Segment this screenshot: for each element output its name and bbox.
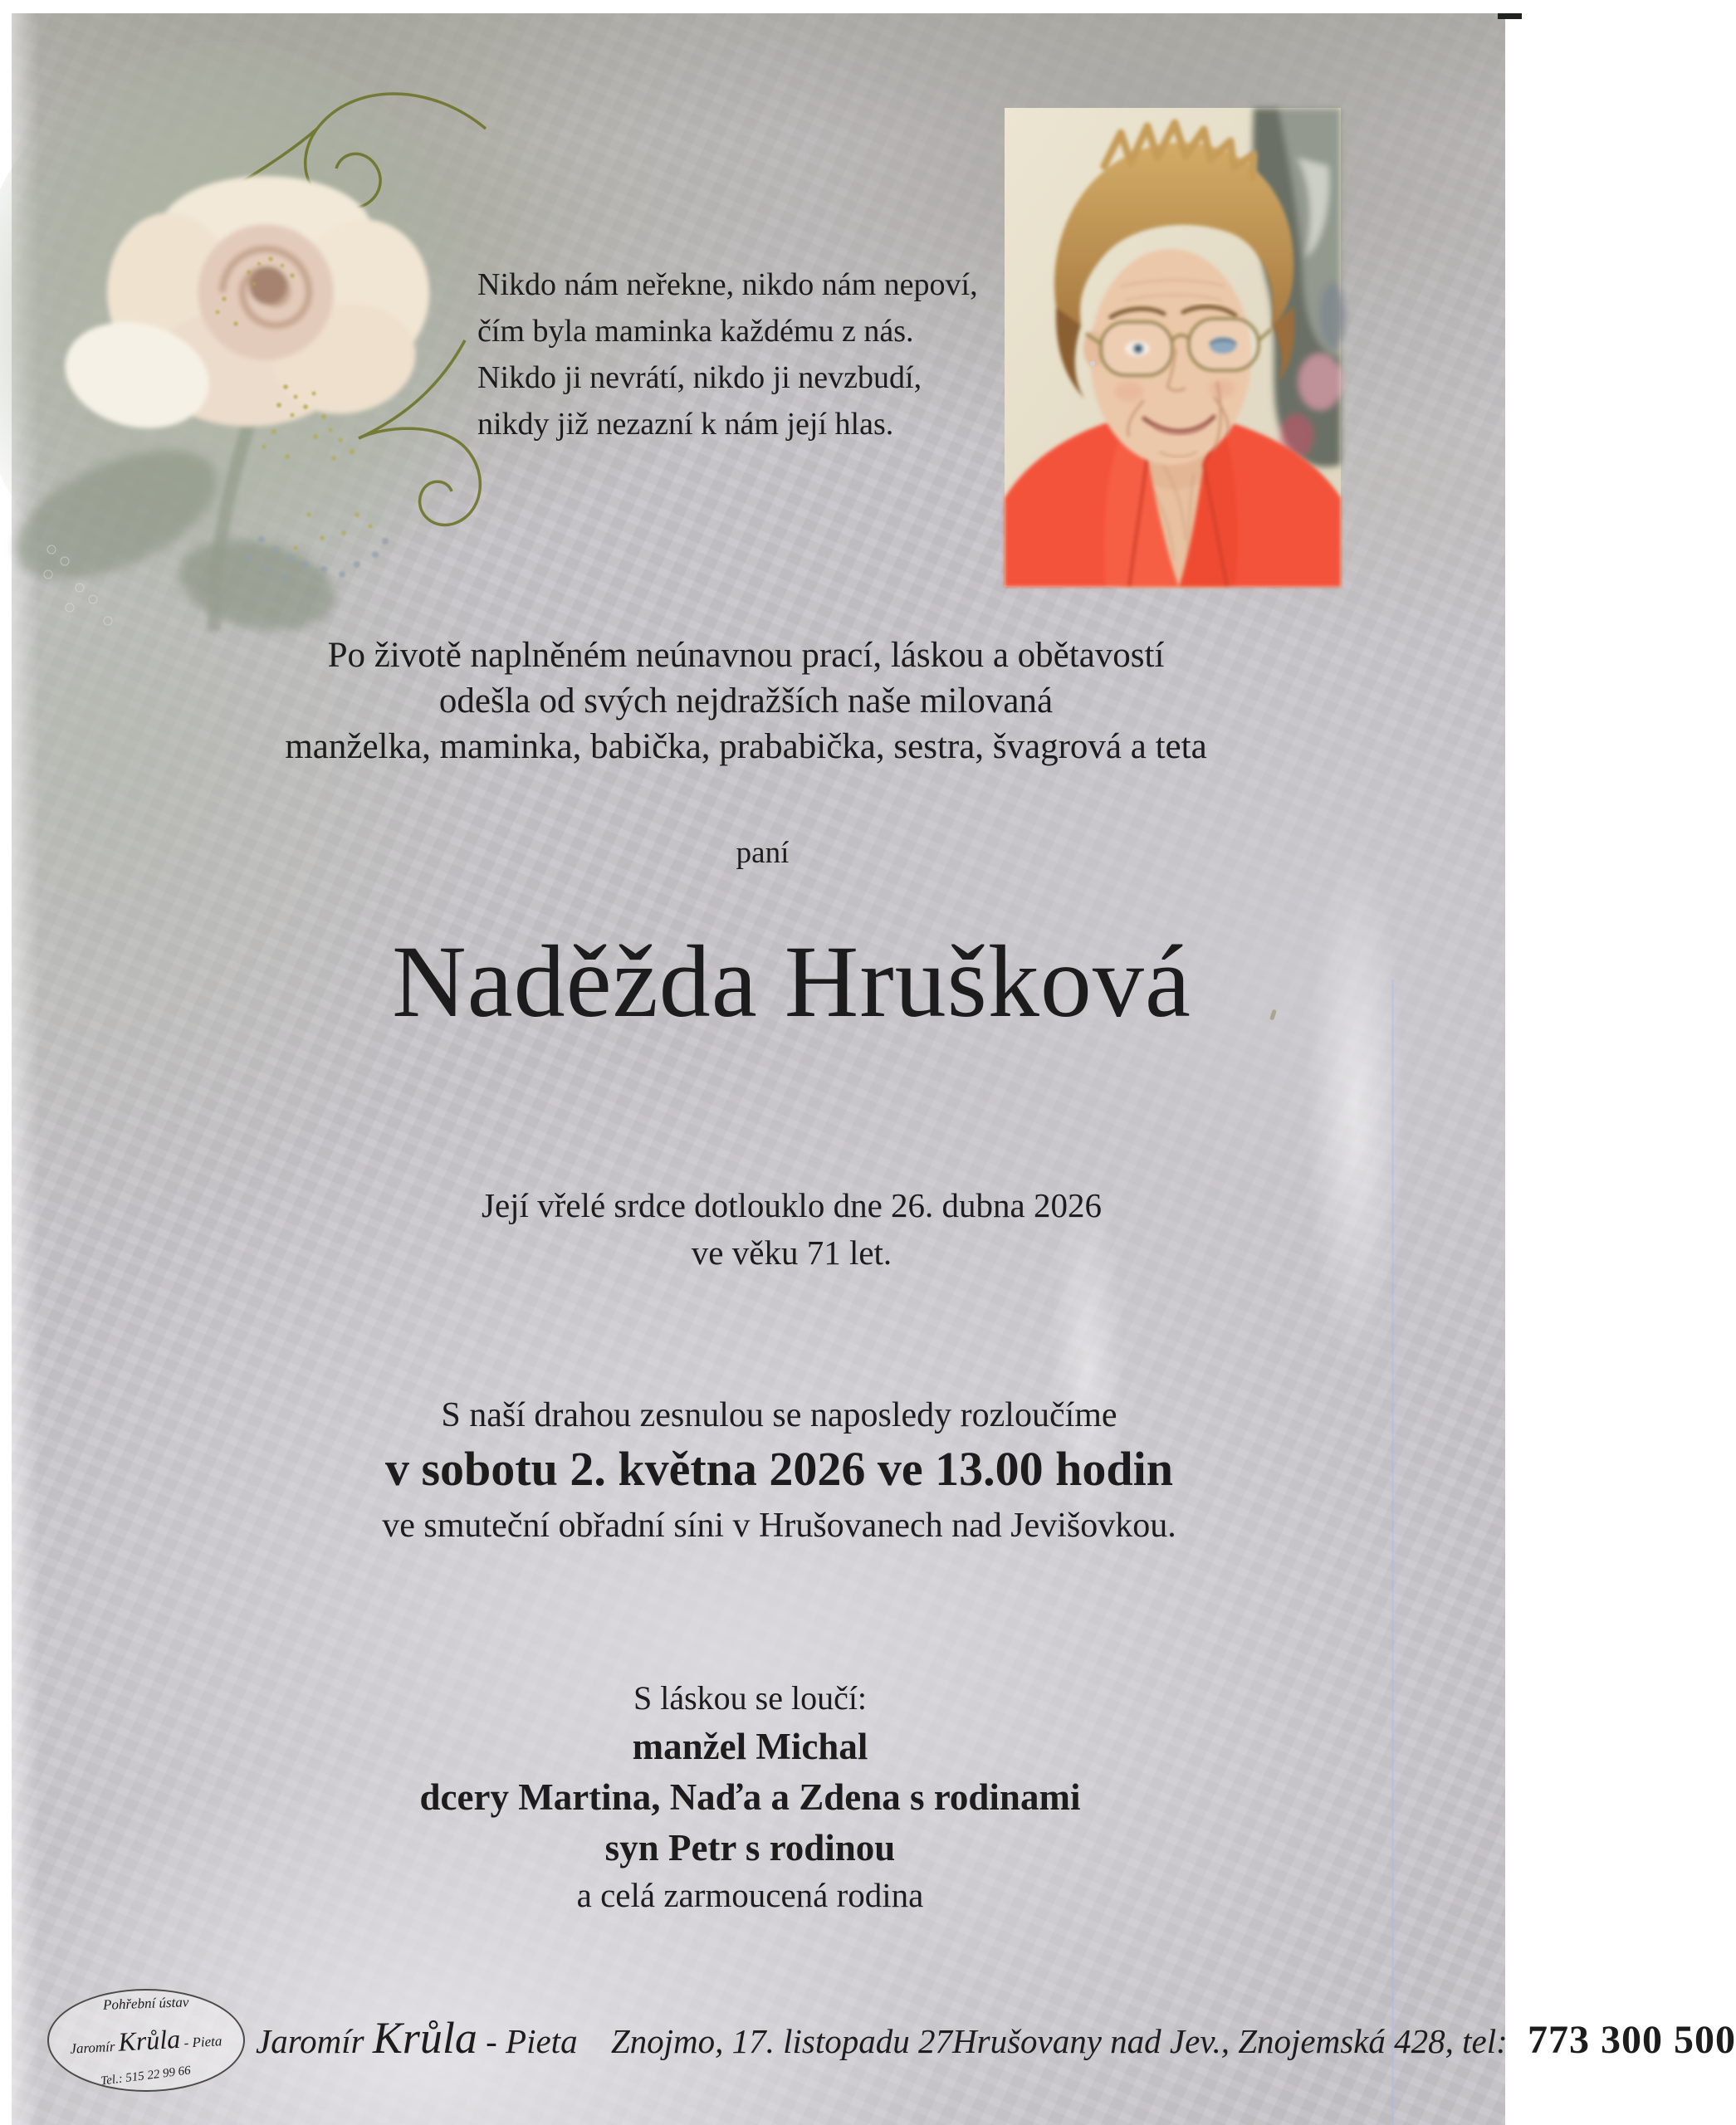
farewell-heading: S láskou se loučí:: [633, 1679, 868, 1717]
logo-name-main: Krůla: [117, 2023, 182, 2057]
deceased-name: Naděžda Hrušková: [392, 925, 1191, 1038]
intro-line: manželka, maminka, babička, prababička, sestra, švagrová a teta: [285, 727, 1207, 767]
funeral-info-block: [33, 1398, 1525, 1543]
intro-line: odešla od svých nejdražších naše milovaná: [438, 681, 1054, 721]
footer-name-main: Krůla: [372, 2013, 477, 2063]
footer-city: Znojmo, 17. listopadu 27: [610, 2022, 953, 2060]
farewell-line: manžel Michal: [632, 1726, 868, 1767]
poem-line: nikdy již nezazní k nám její hlas.: [477, 406, 894, 442]
footer-contact-line: [256, 2012, 1736, 2064]
funeral-datetime-line: v sobotu 2. května 2026 ve 13.00 hodin: [384, 1442, 1174, 1496]
poem-line: Nikdo ji nevrátí, nikdo ji nevzbudí,: [477, 359, 922, 395]
honorific: paní: [736, 836, 790, 870]
logo-name-text: [70, 2021, 223, 2060]
farewell-line: syn Petr s rodinou: [604, 1827, 896, 1869]
death-info-block: [58, 1182, 1525, 1276]
footer-phone: 773 300 500: [1528, 2018, 1736, 2062]
poem-line: čím byla maminka každému z nás.: [477, 313, 914, 349]
rose-decoration-image: [0, 50, 482, 631]
farewell-line: dcery Martina, Naďa a Zdena s rodinami: [419, 1776, 1081, 1818]
farewell-closing: a celá zarmoucená rodina: [576, 1876, 924, 1914]
scan-artifact-line: [1391, 979, 1394, 2125]
death-line: ve věku 71 let.: [691, 1233, 892, 1272]
poem-line: Nikdo nám neřekne, nikdo nám nepoví,: [477, 267, 978, 302]
logo-name-suffix: - Pieta: [183, 2033, 223, 2051]
death-line: Její vřelé srdce dotlouklo dne 26. dubna 2026: [482, 1186, 1102, 1224]
funeral-home-logo: [47, 1989, 245, 2092]
intro-block: [0, 633, 1492, 769]
funeral-place-line: ve smuteční obřadní síni v Hrušovanech nad Jevišovkou.: [382, 1506, 1176, 1545]
logo-top-text: Pohřební ústav: [102, 1994, 189, 2013]
logo-telephone: Tel.: 515 22 99 66: [100, 2064, 193, 2088]
footer-address: Hrušovany nad Jev., Znojemská 428, tel:: [952, 2022, 1508, 2060]
logo-name-first: Jaromír: [70, 2038, 116, 2057]
intro-line: Po životě naplněném neúnavnou prací, láskou a obětavostí: [327, 636, 1165, 675]
footer-right: [952, 2017, 1736, 2063]
scan-artifact-mark: [1498, 13, 1522, 19]
footer-left: [256, 2012, 952, 2064]
poem-block: [477, 262, 1059, 447]
funeral-intro-line: S naší drahou zesnulou se naposledy rozloučíme: [441, 1396, 1117, 1434]
footer-name-suffix: - Pieta: [486, 2022, 578, 2060]
farewell-block: [0, 1679, 1500, 1914]
footer-name-first: Jaromír: [256, 2022, 364, 2060]
